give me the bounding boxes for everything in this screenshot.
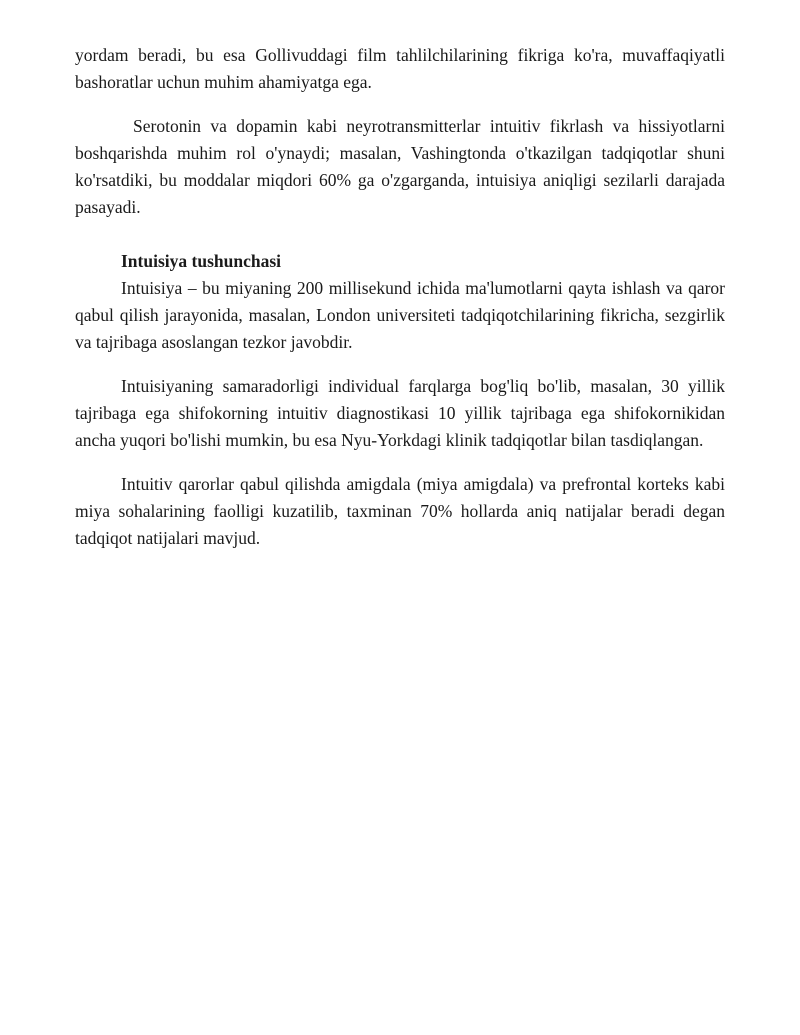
paragraph-intuition-definition: Intuisiya – bu miyaning 200 millisekund ichida ma'lumotlarni qayta ishlash va qaror qabul qilish jarayonida, masalan, London universiteti tadqiqotchilarining fikricha, sezgirlik va tajribaga asoslangan tezkor javobdir. (75, 278, 725, 352)
section-heading: Intuisiya tushunchasi (121, 251, 282, 271)
paragraph-continuation: yordam beradi, bu esa Gollivuddagi film tahlilchilarining fikriga ko'ra, muvaffaqiyatli bashoratlar uchun muhim ahamiyatga ega. (75, 45, 725, 92)
document-page (75, 42, 725, 552)
paragraph-neurotransmitters: Serotonin va dopamin kabi neyrotransmitterlar intuitiv fikrlash va hissiyotlarni boshqarishda muhim rol o'ynaydi; masalan, Vashingtonda o'tkazilgan tadqiqotlar shuni ko'rsatdiki, bu moddalar miqdori 60% ga o'zgarganda, intuisiya aniqligi sezilarli darajada pasayadi. (75, 116, 725, 217)
paragraph-intuition-effectiveness: Intuisiyaning samaradorligi individual farqlarga bog'liq bo'lib, masalan, 30 yillik tajribaga ega shifokorning intuitiv diagnostikasi 10 yillik tajribaga ega shifokornikidan ancha yuqori bo'lishi mumkin, bu esa Nyu-Yorkdagi klinik tadqiqotlar bilan tasdiqlangan. (75, 376, 725, 450)
paragraph-intuitive-decisions: Intuitiv qarorlar qabul qilishda amigdala (miya amigdala) va prefrontal korteks kabi miya sohalarining faolligi kuzatilib, taxminan 70% hollarda aniq natijalar beradi degan tadqiqot natijalari mavjud. (75, 474, 725, 548)
